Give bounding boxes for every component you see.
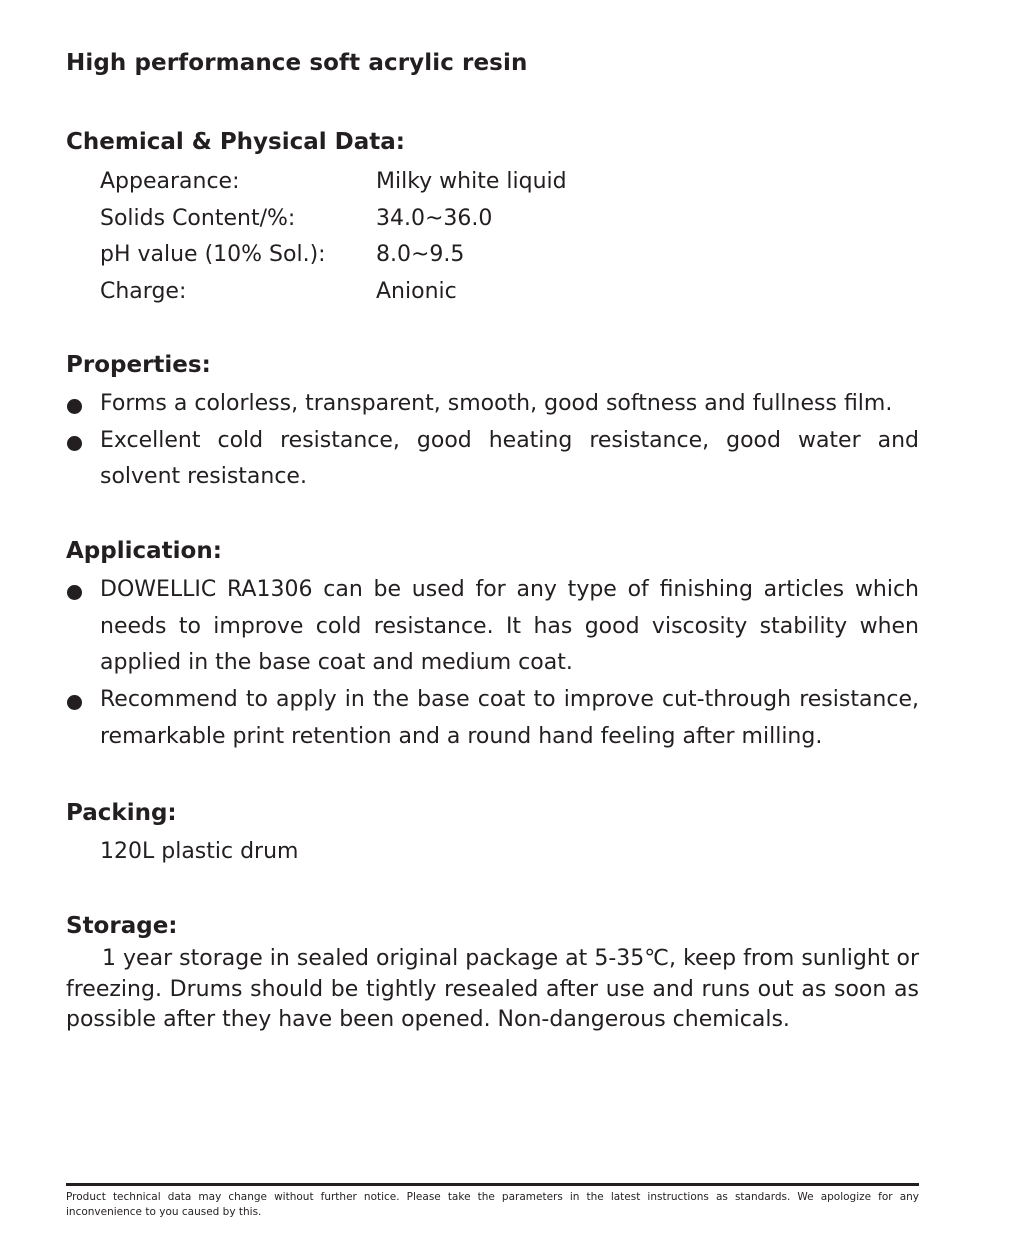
application-item-text: DOWELLIC RA1306 can be used for any type of finishing articles which needs to improve cold resistance. It has good viscosity stability when applied in the base coat and medium coat. [100,577,919,676]
data-row-solids [100,201,567,238]
list-item [66,682,919,755]
properties-list [66,386,919,496]
properties-item-text: Forms a colorless, transparent, smooth, good softness and fullness film. [100,391,893,416]
packing-heading: Packing: [66,800,177,826]
application-list [66,572,919,756]
application-heading: Application: [66,538,222,564]
charge-label: Charge: [100,279,187,305]
list-item [66,423,919,496]
data-row-ph [100,237,567,274]
solids-value: 34.0~36.0 [376,205,493,231]
document-page [66,0,919,1253]
solids-label: Solids Content/%: [100,205,296,231]
appearance-label: Appearance: [100,169,240,194]
ph-label: pH value (10% Sol.): [100,242,326,268]
application-item-text: Recommend to apply in the base coat to improve cut-through resistance, remarkable print retention and a round hand feeling after milling. [100,687,919,749]
charge-value: Anionic [376,279,457,305]
list-item [66,386,919,423]
bullet-icon [67,399,82,414]
footer-divider [66,1183,919,1186]
chemical-data-heading: Chemical & Physical Data: [66,129,405,155]
footer-disclaimer: Product technical data may change without further notice. Please take the parameters in the latest instructions as standards. We apologize for any inconvenience to you caused by this. [66,1191,919,1218]
storage-heading: Storage: [66,913,178,939]
appearance-value: Milky white liquid [376,169,567,194]
bullet-icon [67,436,82,451]
data-row-appearance [100,164,567,201]
packing-text: 120L plastic drum [100,839,299,864]
list-item [66,572,919,682]
bullet-icon [67,695,82,710]
document-title: High performance soft acrylic resin [66,50,528,76]
data-row-charge [100,274,567,311]
ph-value: 8.0~9.5 [376,242,465,268]
storage-text: 1 year storage in sealed original package at 5-35℃, keep from sunlight or freezing. Drums should be tightly resealed after use and runs out as soon as possible after they have been opened. Non-dangerous chemicals. [66,946,919,1032]
properties-heading: Properties: [66,352,211,378]
bullet-icon [67,585,82,600]
properties-item-text: Excellent cold resistance, good heating resistance, good water and solvent resistance. [100,427,919,490]
chemical-data-table [100,164,567,311]
